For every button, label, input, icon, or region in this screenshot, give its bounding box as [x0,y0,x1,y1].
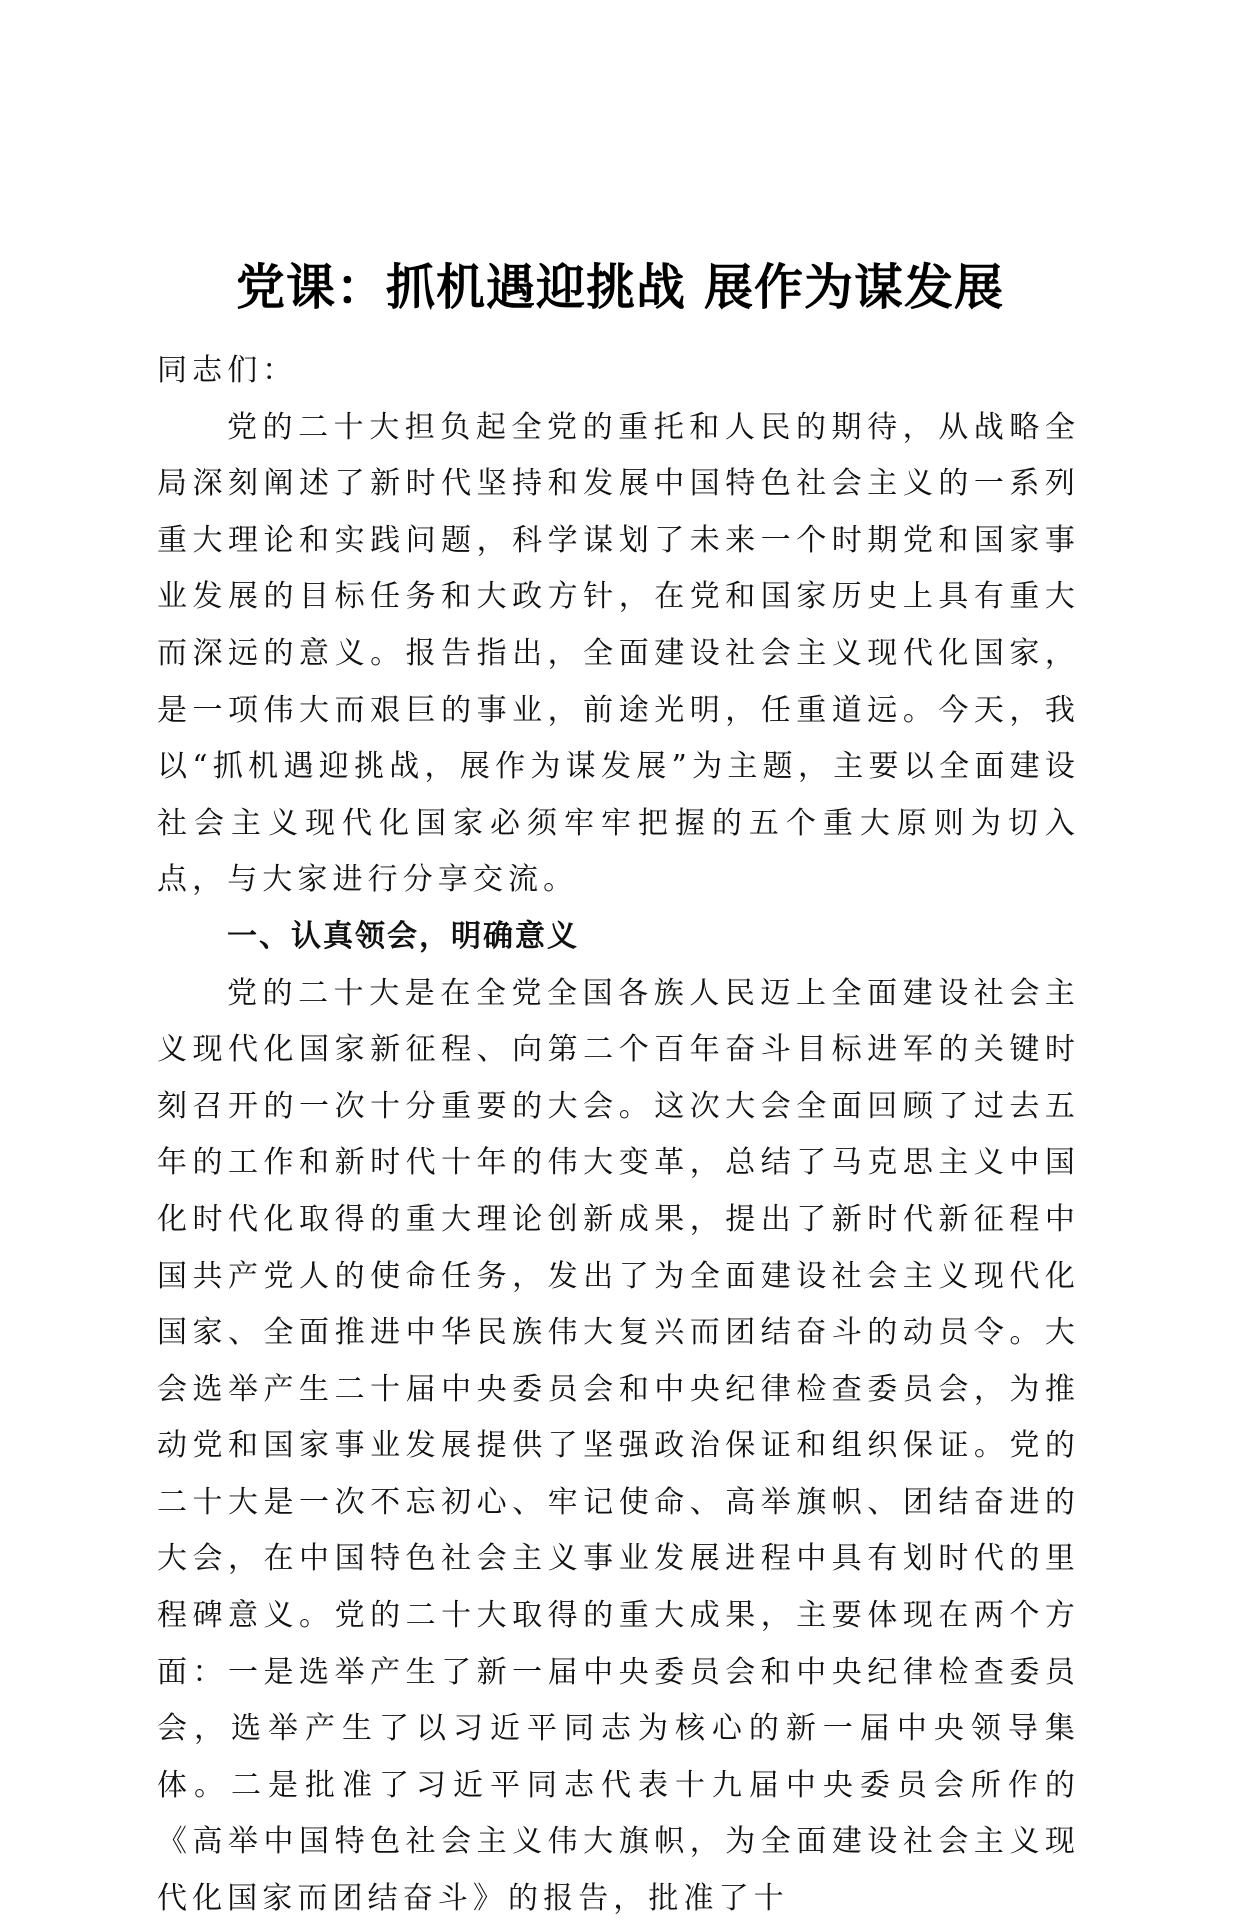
salutation: 同志们： [157,353,298,388]
document-title: 党课：抓机遇迎挑战 展作为谋发展 [235,258,1005,316]
paragraph-section-1: 党的二十大是在全党全国各族人民迈上全面建设社会主义现代化国家新征程、向第二个百年奋斗目标进军的关键时刻召开的一次十分重要的大会。这次大会全面回顾了过去五年的工作和新时代十年的伟大变革，总结了马克思主义中国化时代化取得的重大理论创新成果，提出了新时代新征程中国共产党人的使命任务，发出了为全面建设社会主义现代化国家、全面推进中华民族伟大复兴而团结奋斗的动员令。大会选举产生二十届中央委员会和中央纪律检查委员会，为推动党和国家事业发展提供了坚强政治保证和组织保证。党的二十大是一次不忘初心、牢记使命、高举旗帜、团结奋进的大会，在中国特色社会主义事业发展进程中具有划时代的里程碑意义。党的二十大取得的重大成果，主要体现在两个方面：一是选举产生了新一届中央委员会和中央纪律检查委员会，选举产生了以习近平同志为核心的新一届中央领导集体。二是批准了习近平同志代表十九届中央委员会所作的《高举中国特色社会主义伟大旗帜，为全面建设社会主义现代化国家而团结奋斗》的报告，批准了十 [157,975,1080,1917]
document-body [157,343,1080,1928]
paragraph-intro: 党的二十大担负起全党的重托和人民的期待，从战略全局深刻阐述了新时代坚持和发展中国特色社会主义的一系列重大理论和实践问题，科学谋划了未来一个时期党和国家事业发展的目标任务和大政方针，在党和国家历史上具有重大而深远的意义。报告指出，全面建设社会主义现代化国家，是一项伟大而艰巨的事业，前途光明，任重道远。今天，我以“抓机遇迎挑战，展作为谋发展”为主题，主要以全面建设社会主义现代化国家必须牢牢把握的五个重大原则为切入点，与大家进行分享交流。 [157,409,1080,898]
section-heading-1: 一、认真领会，明确意义 [227,918,579,954]
